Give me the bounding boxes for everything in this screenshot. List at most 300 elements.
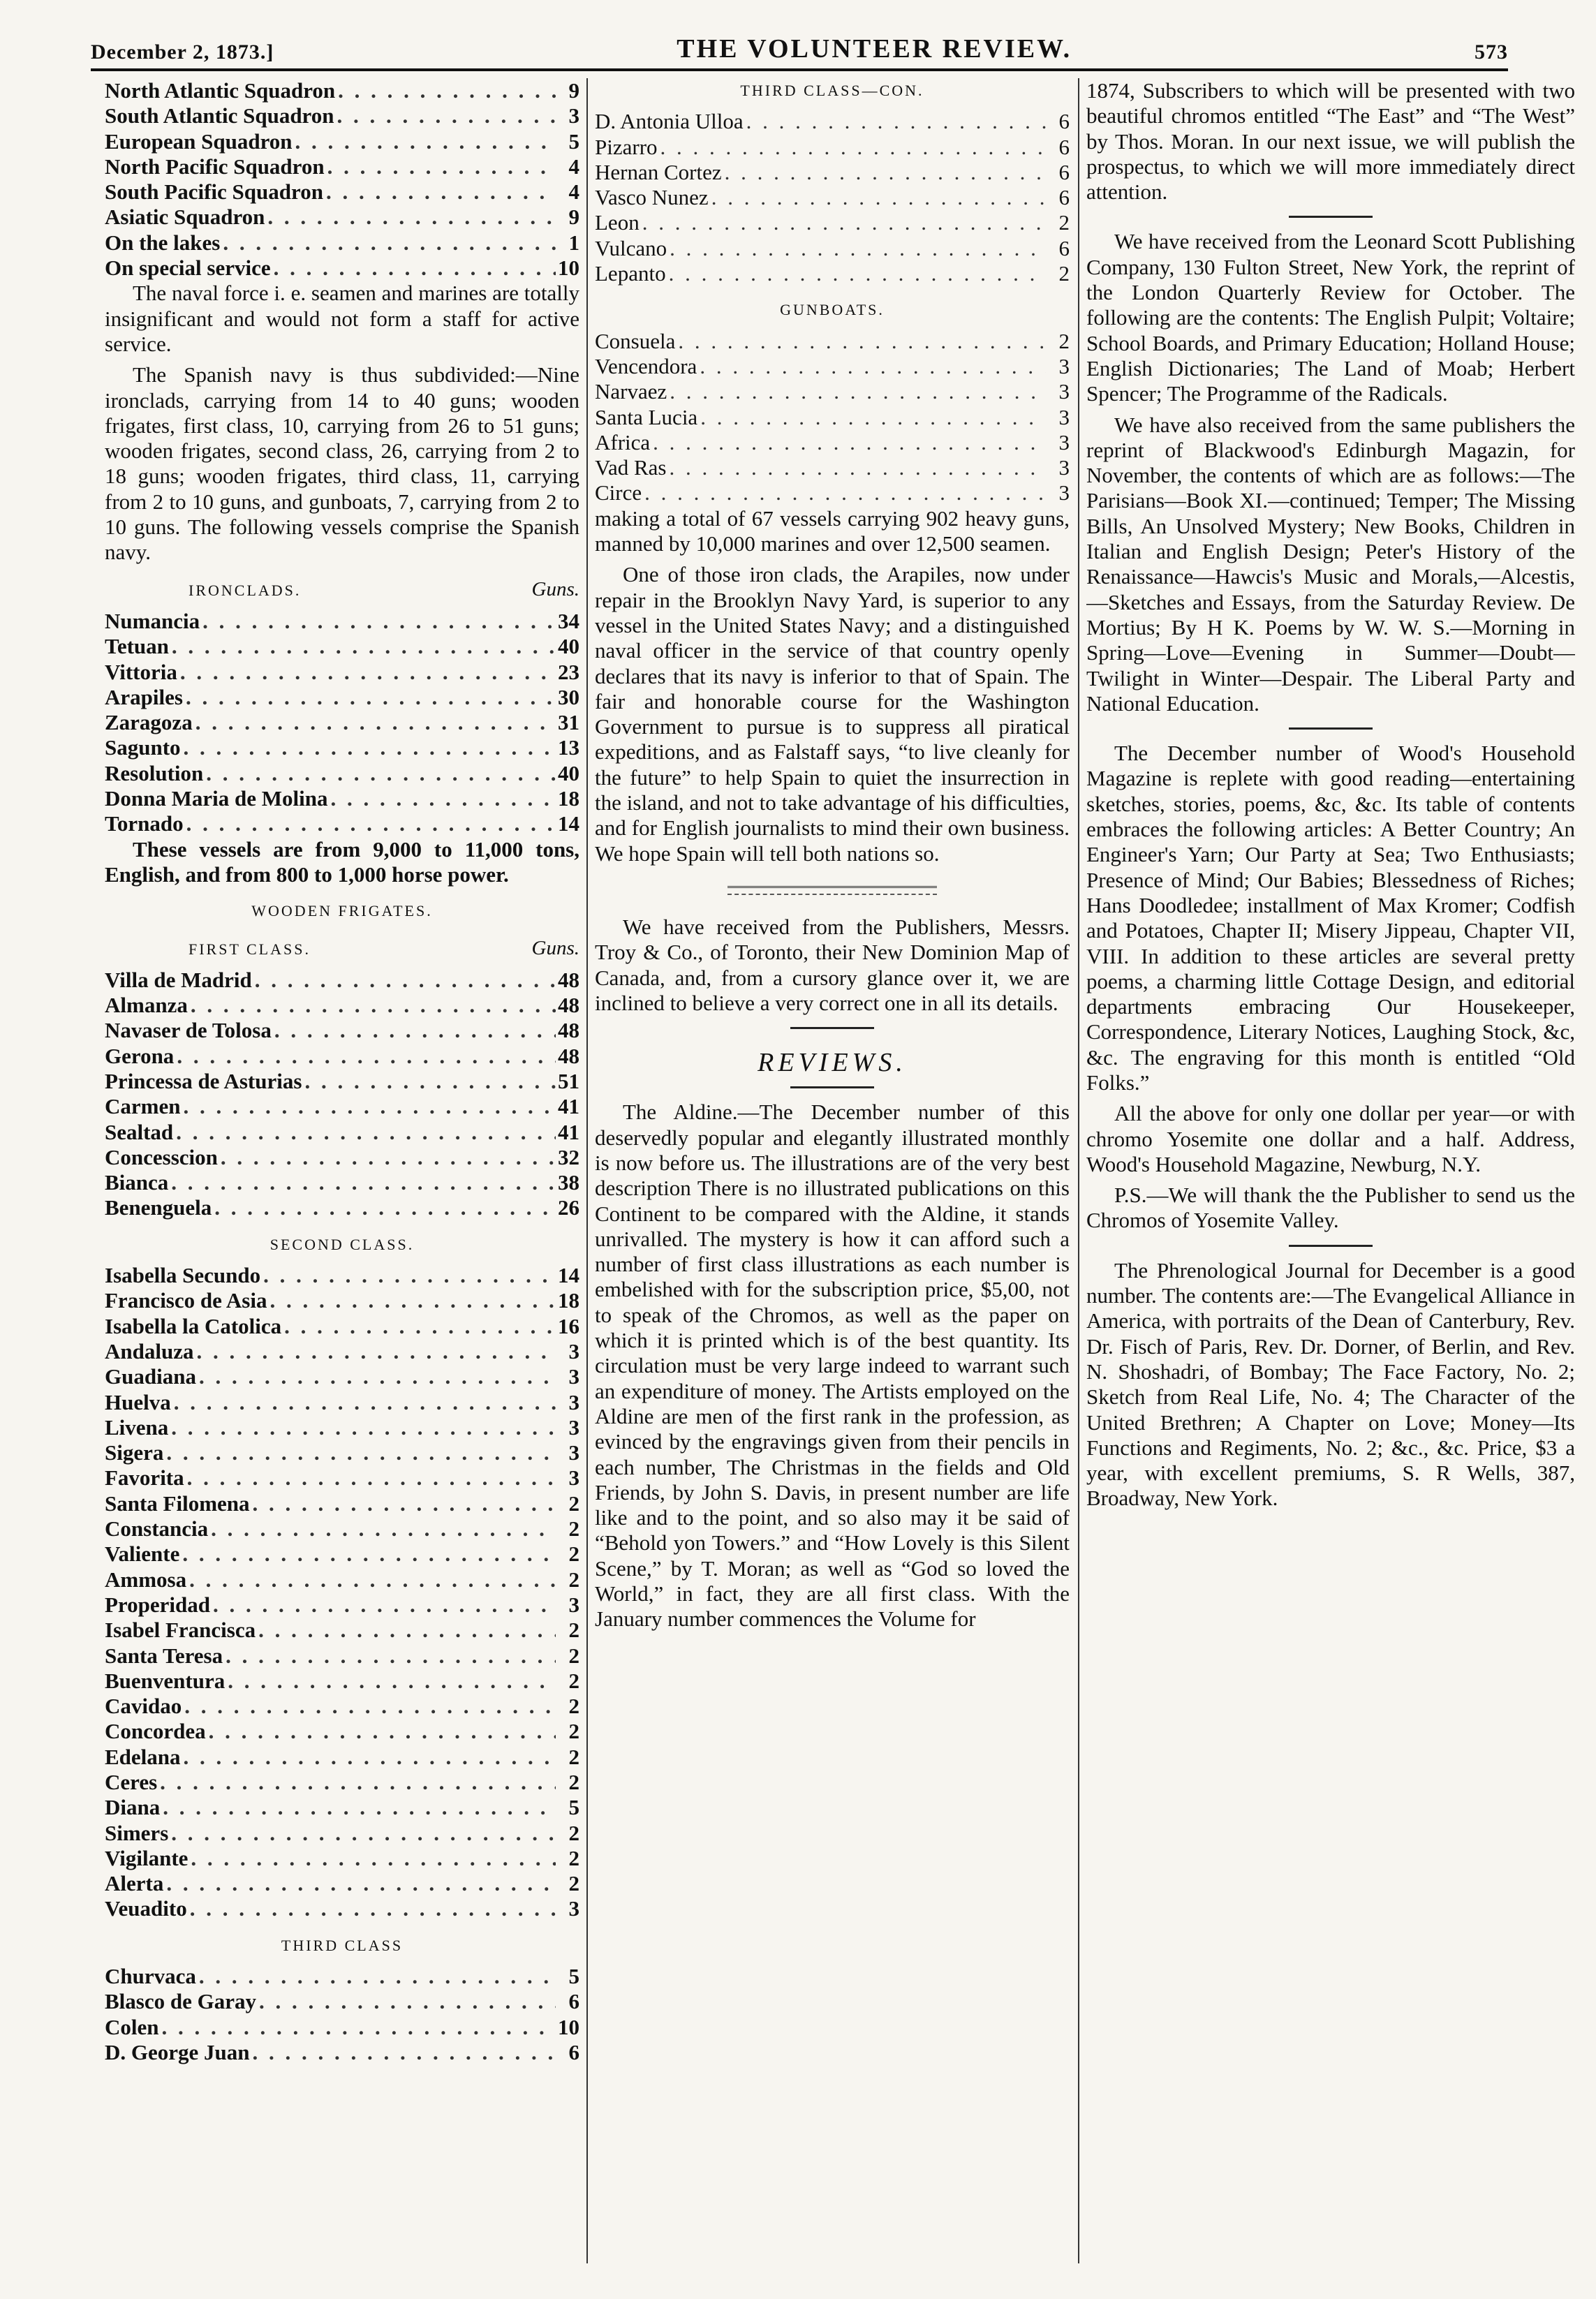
list-item bbox=[595, 210, 1070, 235]
vessel-name: Leon bbox=[595, 210, 640, 235]
guns-label: Guns. bbox=[531, 577, 579, 600]
list-item bbox=[105, 1964, 579, 1989]
third-class-list bbox=[105, 1964, 579, 2065]
masthead bbox=[91, 21, 1508, 71]
vessel-name: Villa de Madrid bbox=[105, 967, 252, 992]
leader-dots bbox=[210, 1592, 556, 1618]
count-value: 18 bbox=[558, 786, 579, 811]
vessel-name: D. George Juan bbox=[105, 2039, 250, 2064]
paragraph: The December number of Wood's Household Magazine is replete with good reading—entertaining sketches, stories, poems, &c, &c. Its table of contents embraces the following articles: A Better Country; An Engineer's Yarn; Our Party at Sea; Two Enthusiasts; Presence of Mind; Our Babies; Blessedness of Riches; Hans Doodledee; installment of Max Kromer; Codfish and Potatoes, Chapter II; Misery Jippeau, Chapter VII, VIII. In addition to these articles are several pretty poems, a charming little Cottage Design, and editorial departments embracing Our Housekeeper, Correspondence, Literary Notices, Laughing Stock, &c, &c. The engraving for this month is entitled “Old Folks.” bbox=[1086, 741, 1575, 1095]
leader-dots bbox=[666, 261, 1046, 286]
leader-dots bbox=[265, 205, 556, 230]
list-item bbox=[105, 1390, 579, 1415]
vessel-name: Princessa de Asturias bbox=[105, 1068, 302, 1093]
paragraph: All the above for only one dollar per year—or with chromo Yosemite one dollar and a half. Address, Wood's Household Magazine, Newburg, N.Y. bbox=[1086, 1101, 1575, 1176]
vessel-name: Vencendora bbox=[595, 353, 697, 378]
list-item bbox=[105, 1745, 579, 1770]
vessel-name: Vad Ras bbox=[595, 455, 667, 480]
list-item bbox=[105, 634, 579, 659]
section-divider bbox=[727, 886, 937, 895]
leader-dots bbox=[183, 685, 556, 710]
count-value: 3 bbox=[568, 1896, 579, 1921]
list-item bbox=[105, 1491, 579, 1516]
count-value: 41 bbox=[558, 1119, 579, 1144]
paragraph: We have received from the Publishers, Messrs. Troy & Co., of Toronto, their New Dominion Map of Canada, and, from a cursory glance over it, we are inclined to believe a very correct one in all its details. bbox=[595, 914, 1070, 1015]
count-value: 41 bbox=[558, 1094, 579, 1119]
count-value: 30 bbox=[558, 684, 579, 709]
leader-dots bbox=[182, 1694, 556, 1719]
paragraph: These vessels are from 9,000 to 11,000 tons, English, and from 800 to 1,000 horse power. bbox=[105, 836, 579, 887]
list-item bbox=[105, 1288, 579, 1313]
vessel-name: Carmen bbox=[105, 1094, 181, 1119]
page-number: 573 bbox=[1474, 40, 1508, 64]
count-value: 48 bbox=[558, 1043, 579, 1068]
leader-dots bbox=[212, 1195, 556, 1220]
vessel-name: Churvaca bbox=[105, 1964, 196, 1989]
section-divider bbox=[1289, 216, 1373, 218]
count-value: 2 bbox=[568, 1845, 579, 1870]
count-value: 2 bbox=[568, 1542, 579, 1567]
count-value: 3 bbox=[568, 1414, 579, 1440]
vessel-name: Arapiles bbox=[105, 684, 183, 709]
count-value: 3 bbox=[568, 1592, 579, 1617]
leader-dots bbox=[163, 1440, 556, 1465]
count-value: 2 bbox=[1058, 328, 1070, 353]
column-3 bbox=[1086, 78, 1575, 2270]
count-value: 3 bbox=[568, 1389, 579, 1414]
list-item bbox=[105, 1989, 579, 2014]
vessel-name: Blasco de Garay bbox=[105, 1989, 256, 2014]
wooden-frigates-heading: WOODEN FRIGATES. bbox=[251, 902, 433, 920]
vessel-name: Narvaez bbox=[595, 379, 667, 404]
vessel-name: South Pacific Squadron bbox=[105, 179, 323, 205]
count-value: 3 bbox=[568, 103, 579, 128]
leader-dots bbox=[196, 1964, 556, 1989]
count-value: 3 bbox=[1058, 455, 1070, 480]
paragraph: We have received from the Leonard Scott Publishing Company, 130 Fulton Street, New York, the reprint of the London Quarterly Review for October. The following are the contents: The English Pulpit; Voltaire; School Boards, and Primary Education; Holland House; English Dictionaries; The Land of Moab; Herbert Spencer; The Programme of the Radicals. bbox=[1086, 229, 1575, 406]
count-value: 3 bbox=[1058, 353, 1070, 378]
leader-dots bbox=[206, 1719, 556, 1744]
issue-date: December 2, 1873.] bbox=[91, 40, 274, 64]
vessel-name: Guadiana bbox=[105, 1364, 196, 1389]
leader-dots bbox=[168, 1821, 556, 1846]
count-value: 16 bbox=[558, 1313, 579, 1338]
count-value: 3 bbox=[568, 1364, 579, 1389]
vessel-name: Valiente bbox=[105, 1542, 180, 1567]
list-item bbox=[105, 1314, 579, 1339]
count-value: 10 bbox=[558, 2014, 579, 2039]
leader-dots bbox=[193, 710, 556, 735]
list-item bbox=[105, 230, 579, 256]
count-value: 6 bbox=[1058, 235, 1070, 260]
count-value: 26 bbox=[558, 1195, 579, 1220]
list-item bbox=[105, 1339, 579, 1364]
count-value: 13 bbox=[558, 735, 579, 760]
vessel-name: Sealtad bbox=[105, 1119, 174, 1144]
count-value: 51 bbox=[558, 1068, 579, 1093]
leader-dots bbox=[157, 1770, 556, 1795]
list-item bbox=[105, 1170, 579, 1195]
count-value: 2 bbox=[568, 1491, 579, 1516]
vessel-name: Tornado bbox=[105, 811, 184, 836]
count-value: 3 bbox=[1058, 480, 1070, 505]
leader-dots bbox=[184, 1465, 556, 1491]
count-value: 1 bbox=[568, 230, 579, 255]
count-value: 2 bbox=[568, 1871, 579, 1896]
leader-dots bbox=[675, 329, 1046, 354]
vessel-name: Colen bbox=[105, 2014, 159, 2039]
list-item bbox=[105, 609, 579, 634]
vessel-name: Ammosa bbox=[105, 1567, 187, 1592]
column-divider bbox=[586, 78, 588, 2263]
list-item bbox=[105, 735, 579, 760]
vessel-name: Vasco Nunez bbox=[595, 185, 709, 210]
leader-dots bbox=[223, 1643, 556, 1669]
list-item bbox=[595, 405, 1070, 430]
vessel-name: North Atlantic Squadron bbox=[105, 78, 336, 103]
list-item bbox=[105, 1094, 579, 1119]
count-value: 6 bbox=[1058, 134, 1070, 159]
count-value: 32 bbox=[558, 1144, 579, 1169]
vessel-name: Resolution bbox=[105, 760, 204, 785]
leader-dots bbox=[744, 109, 1046, 134]
count-value: 3 bbox=[568, 1338, 579, 1363]
vessel-name: North Pacific Squadron bbox=[105, 154, 325, 179]
list-item bbox=[105, 660, 579, 685]
leader-dots bbox=[208, 1516, 556, 1542]
leader-dots bbox=[169, 634, 556, 659]
vessel-name: Andaluza bbox=[105, 1338, 194, 1363]
vessel-name: Pizarro bbox=[595, 134, 658, 159]
vessel-name: Almanza bbox=[105, 993, 188, 1018]
list-item bbox=[105, 1871, 579, 1896]
count-value: 2 bbox=[568, 1770, 579, 1794]
count-value: 31 bbox=[558, 710, 579, 735]
leader-dots bbox=[186, 1567, 556, 1592]
count-value: 3 bbox=[568, 1440, 579, 1465]
leader-dots bbox=[642, 480, 1046, 505]
list-item bbox=[105, 1542, 579, 1567]
count-value: 3 bbox=[1058, 404, 1070, 429]
leader-dots bbox=[335, 78, 556, 103]
list-item bbox=[105, 1145, 579, 1170]
vessel-name: Livena bbox=[105, 1414, 169, 1440]
newspaper-title: THE VOLUNTEER REVIEW. bbox=[677, 34, 1072, 64]
paragraph: The Aldine.—The December number of this deservedly popular and elegantly illustrated monthly is now before us. The illustrations are of the very best description There is no illustrated publications on this Continent to be compared with the Aldine, it stands unrivalled. The mystery is how it can afford such a number of first class illustrations as each number is embelished with for the subscription price, $5,00, not to speak of the Chromos, as well as the paper on which it is printed which is of the best quantity. Its circulation must be very large indeed to warrant such an expenditure of money. The Artists employed on the Aldine are men of the first rank in the profession, as evinced by the engravings given from their pencils in each number, The Christmas in the fields and Old Friends, by John S. Davis, in present number are life like and to the point, and so also may it be said of “Behold yon Towers.” and “How Lovely is this Silent Scene,” by T. Moran; as well as “God so loved the World,” in fact, they are all first class. With the January number commences the Volume for bbox=[595, 1100, 1070, 1632]
vessel-name: Buenventura bbox=[105, 1668, 226, 1693]
paragraph: One of those iron clads, the Arapiles, now under repair in the Brooklyn Navy Yard, is superior to any vessel in the United States Navy; and a distinguished naval officer in the service of that country openly declares that its navy is inferior to that of Spain. The fair and honorable course for the Washington Government to pursue is to suppress all piratical expeditions, and as Falstaff says, “to live cleanly for the future” to help Spain to quiet the insurrection in the island, and not to take advantage of his difficulties, and for English journalists to mind their own business. We hope Spain will tell both nations so. bbox=[595, 562, 1070, 866]
guns-label: Guns. bbox=[531, 936, 579, 959]
count-value: 5 bbox=[568, 1964, 579, 1989]
vessel-name: Properidad bbox=[105, 1592, 210, 1617]
count-value: 5 bbox=[568, 128, 579, 154]
list-item bbox=[105, 1263, 579, 1288]
section-divider bbox=[790, 1086, 874, 1088]
leader-dots bbox=[256, 1618, 556, 1643]
list-item bbox=[595, 160, 1070, 185]
paragraph: The Spanish navy is thus subdivided:—Nine ironclads, carrying from 14 to 40 guns; wooden frigates, first class, 10, carrying from 26 to 51 guns; wooden frigates, second class, 26, carrying from 2 to 18 guns; wooden frigates, third class, 11, carrying from 2 to 10 guns, and gunboats, 7, carrying from 2 to 10 guns. The following vessels comprise the Spanish navy. bbox=[105, 362, 579, 565]
list-item bbox=[105, 2015, 579, 2040]
gunboats-heading: GUNBOATS. bbox=[780, 301, 885, 319]
vessel-name: On the lakes bbox=[105, 230, 221, 255]
count-value: 2 bbox=[568, 1567, 579, 1592]
leader-dots bbox=[187, 1896, 556, 1921]
vessel-name: Alerta bbox=[105, 1871, 164, 1896]
count-value: 10 bbox=[558, 256, 579, 281]
leader-dots bbox=[160, 1795, 556, 1820]
vessel-name: Tetuan bbox=[105, 634, 169, 659]
first-class-heading: FIRST CLASS. bbox=[189, 940, 311, 958]
leader-dots bbox=[218, 1145, 556, 1170]
vessel-name: Isabella la Catolica bbox=[105, 1313, 282, 1338]
leader-dots bbox=[323, 179, 556, 205]
list-item bbox=[595, 185, 1070, 210]
leader-dots bbox=[177, 660, 556, 685]
list-item bbox=[105, 1770, 579, 1795]
leader-dots bbox=[168, 1415, 556, 1440]
vessel-name: Vulcano bbox=[595, 235, 667, 260]
vessel-name: Sagunto bbox=[105, 735, 181, 760]
leader-dots bbox=[302, 1069, 556, 1094]
count-value: 3 bbox=[1058, 429, 1070, 454]
list-item bbox=[105, 1618, 579, 1643]
list-item bbox=[595, 379, 1070, 404]
vessel-name: Benenguela bbox=[105, 1195, 212, 1220]
list-item bbox=[105, 1795, 579, 1820]
leader-dots bbox=[667, 379, 1046, 404]
vessel-name: Navaser de Tolosa bbox=[105, 1018, 272, 1043]
list-item bbox=[595, 455, 1070, 480]
squadron-list bbox=[105, 78, 579, 281]
count-value: 6 bbox=[1058, 159, 1070, 184]
list-item bbox=[595, 135, 1070, 160]
vessel-name: Africa bbox=[595, 429, 651, 454]
list-item bbox=[105, 1821, 579, 1846]
list-item bbox=[105, 1120, 579, 1145]
count-value: 14 bbox=[558, 1263, 579, 1288]
list-item bbox=[105, 1846, 579, 1871]
section-divider bbox=[1289, 727, 1373, 730]
vessel-name: Asiatic Squadron bbox=[105, 205, 265, 230]
vessel-name: Santa Lucia bbox=[595, 404, 698, 429]
leader-dots bbox=[184, 811, 556, 836]
vessel-name: Numancia bbox=[105, 608, 200, 633]
leader-dots bbox=[260, 1263, 556, 1288]
count-value: 14 bbox=[558, 811, 579, 836]
count-value: 2 bbox=[568, 1694, 579, 1719]
count-value: 6 bbox=[1058, 109, 1070, 134]
vessel-name: Cavidao bbox=[105, 1694, 182, 1719]
list-item bbox=[105, 685, 579, 710]
vessel-name: Circe bbox=[595, 480, 642, 505]
list-item bbox=[595, 430, 1070, 455]
list-item bbox=[105, 179, 579, 205]
vessel-name: Simers bbox=[105, 1820, 169, 1845]
leader-dots bbox=[250, 1491, 556, 1516]
list-item bbox=[105, 1516, 579, 1542]
list-item bbox=[105, 1044, 579, 1069]
gunboats-list bbox=[595, 329, 1070, 506]
list-item bbox=[105, 103, 579, 128]
leader-dots bbox=[188, 993, 556, 1018]
ironclads-heading: IRONCLADS. bbox=[189, 581, 302, 599]
column-2 bbox=[595, 78, 1070, 2270]
vessel-name: Hernan Cortez bbox=[595, 159, 722, 184]
ironclads-heading-row bbox=[105, 577, 579, 603]
paragraph: The Phrenological Journal for December is a good number. The contents are:—The Evangelical Alliance in America, with portraits of the Dean of Canterbury, Rev. Dr. Fisch of Paris, Rev. Dr. Dorner, of Berlin, and Rev. N. Shoshadri, of Bombay; The Face Factory, No. 2; Sketch from Real Life, No. 4; The Character of the United Brethren; A Chapter on Love; Money—Its Functions and Regiments, No. 2; &c., &c. Price, $3 a year, with excellent premiums, S. R Wells, 387, Broadway, New York. bbox=[1086, 1257, 1575, 1511]
vessel-name: South Atlantic Squadron bbox=[105, 103, 334, 128]
paragraph: 1874, Subscribers to which will be presented with two beautiful chromos entitled “The East” and “The West” by Thos. Moran. In our next issue, we will publish the prospectus, to which we will more immediately direct attention. bbox=[1086, 78, 1575, 205]
list-item bbox=[105, 1719, 579, 1744]
leader-dots bbox=[174, 1044, 556, 1069]
count-value: 2 bbox=[568, 1668, 579, 1693]
leader-dots bbox=[256, 1989, 556, 2014]
second-class-list bbox=[105, 1263, 579, 1922]
leader-dots bbox=[193, 1339, 556, 1364]
list-item bbox=[105, 78, 579, 103]
vessel-name: Consuela bbox=[595, 328, 676, 353]
leader-dots bbox=[159, 2015, 556, 2040]
reviews-title: REVIEWS. bbox=[758, 1048, 907, 1078]
leader-dots bbox=[196, 1364, 556, 1389]
vessel-name: Diana bbox=[105, 1795, 161, 1820]
third-class-cont-heading: THIRD CLASS—CON. bbox=[740, 82, 924, 99]
section-divider bbox=[1289, 1245, 1373, 1247]
list-item bbox=[595, 261, 1070, 286]
count-value: 3 bbox=[1058, 379, 1070, 404]
leader-dots bbox=[666, 455, 1046, 480]
leader-dots bbox=[180, 1094, 556, 1119]
list-item bbox=[105, 256, 579, 281]
vessel-name: Constancia bbox=[105, 1516, 209, 1542]
vessel-name: Ceres bbox=[105, 1770, 158, 1794]
leader-dots bbox=[181, 1745, 556, 1770]
vessel-name: Bianca bbox=[105, 1170, 169, 1195]
count-value: 38 bbox=[558, 1170, 579, 1195]
list-item bbox=[105, 761, 579, 786]
count-value: 6 bbox=[1058, 185, 1070, 210]
list-item bbox=[105, 1364, 579, 1389]
list-item bbox=[105, 1567, 579, 1592]
leader-dots bbox=[697, 405, 1046, 430]
leader-dots bbox=[281, 1314, 556, 1339]
list-item bbox=[105, 811, 579, 836]
count-value: 2 bbox=[1058, 261, 1070, 286]
leader-dots bbox=[188, 1846, 556, 1871]
list-item bbox=[595, 329, 1070, 354]
count-value: 6 bbox=[568, 1989, 579, 2014]
leader-dots bbox=[271, 256, 556, 281]
vessel-name: Vittoria bbox=[105, 659, 177, 684]
count-value: 4 bbox=[568, 179, 579, 205]
vessel-name: Vigilante bbox=[105, 1845, 189, 1870]
list-item bbox=[105, 968, 579, 993]
list-item bbox=[105, 710, 579, 735]
vessel-name: Concesscion bbox=[105, 1144, 218, 1169]
count-value: 40 bbox=[558, 634, 579, 659]
list-item bbox=[105, 1694, 579, 1719]
vessel-name: D. Antonia Ulloa bbox=[595, 109, 744, 134]
count-value: 9 bbox=[568, 205, 579, 230]
ironclads-list bbox=[105, 609, 579, 837]
count-value: 2 bbox=[568, 1719, 579, 1744]
leader-dots bbox=[334, 103, 556, 128]
leader-dots bbox=[171, 1390, 556, 1415]
leader-dots bbox=[267, 1288, 556, 1313]
list-item bbox=[595, 480, 1070, 505]
paragraph: We have also received from the same publishers the reprint of Blackwood's Edinburgh Magazin, for November, the contents of which are as follows:—The Parisians—Book XI.—continued; Temper; The Missing Bills, An Unsolved Mystery; New Books, Children in Italian and English Design; Peter's History of the Renaissance—Hawcis's Music and Morals,—Alcestis,—Sketches and Essays, from the Saturday Review. De Mortius; By H K. Poems by W. W. S.—Morning in Spring—Love—Evening in Summer—Doubt—Twilight in Winter—Despair. The Liberal Party and National Education. bbox=[1086, 412, 1575, 716]
vessel-name: Donna Maria de Molina bbox=[105, 786, 328, 811]
paragraph: The naval force i. e. seamen and marines are totally insignificant and would not form a staff for active service. bbox=[105, 281, 579, 356]
list-item bbox=[105, 2040, 579, 2065]
vessel-name: Huelva bbox=[105, 1389, 171, 1414]
leader-dots bbox=[181, 735, 556, 760]
vessel-name: Favorita bbox=[105, 1465, 184, 1491]
vessel-name: Gerona bbox=[105, 1043, 175, 1068]
count-value: 48 bbox=[558, 967, 579, 992]
list-item bbox=[105, 154, 579, 179]
first-class-heading-row bbox=[105, 936, 579, 962]
list-item bbox=[595, 354, 1070, 379]
count-value: 2 bbox=[568, 1643, 579, 1668]
third-class-cont-list bbox=[595, 109, 1070, 286]
leader-dots bbox=[173, 1120, 556, 1145]
column-divider bbox=[1078, 78, 1079, 2263]
count-value: 48 bbox=[558, 993, 579, 1018]
count-value: 40 bbox=[558, 760, 579, 785]
second-class-heading: SECOND CLASS. bbox=[269, 1235, 415, 1253]
leader-dots bbox=[650, 430, 1046, 455]
count-value: 3 bbox=[568, 1465, 579, 1491]
leader-dots bbox=[179, 1542, 556, 1567]
leader-dots bbox=[709, 185, 1046, 210]
leader-dots bbox=[667, 236, 1046, 261]
leader-dots bbox=[697, 354, 1046, 379]
vessel-name: European Squadron bbox=[105, 128, 293, 154]
count-value: 18 bbox=[558, 1288, 579, 1313]
column-1 bbox=[105, 78, 579, 2270]
count-value: 2 bbox=[568, 1744, 579, 1769]
count-value: 23 bbox=[558, 659, 579, 684]
leader-dots bbox=[168, 1170, 556, 1195]
list-item bbox=[105, 1018, 579, 1043]
leader-dots bbox=[327, 786, 556, 811]
list-item bbox=[105, 1465, 579, 1491]
count-value: 6 bbox=[568, 2039, 579, 2064]
vessel-name: Santa Filomena bbox=[105, 1491, 250, 1516]
vessel-name: Lepanto bbox=[595, 261, 666, 286]
list-item bbox=[105, 1643, 579, 1669]
leader-dots bbox=[225, 1669, 556, 1694]
list-item bbox=[105, 1592, 579, 1618]
vessel-name: Isabel Francisca bbox=[105, 1618, 256, 1643]
leader-dots bbox=[272, 1018, 556, 1043]
list-item bbox=[105, 1896, 579, 1921]
vessel-name: Francisco de Asia bbox=[105, 1288, 267, 1313]
count-value: 2 bbox=[1058, 210, 1070, 235]
list-item bbox=[595, 236, 1070, 261]
third-class-heading: THIRD CLASS bbox=[281, 1936, 404, 1954]
first-class-list bbox=[105, 968, 579, 1221]
list-item bbox=[105, 786, 579, 811]
list-item bbox=[595, 109, 1070, 134]
leader-dots bbox=[293, 129, 556, 154]
leader-dots bbox=[252, 968, 556, 993]
leader-dots bbox=[658, 135, 1046, 160]
list-item bbox=[105, 993, 579, 1018]
count-value: 9 bbox=[568, 78, 579, 103]
leader-dots bbox=[200, 609, 556, 634]
